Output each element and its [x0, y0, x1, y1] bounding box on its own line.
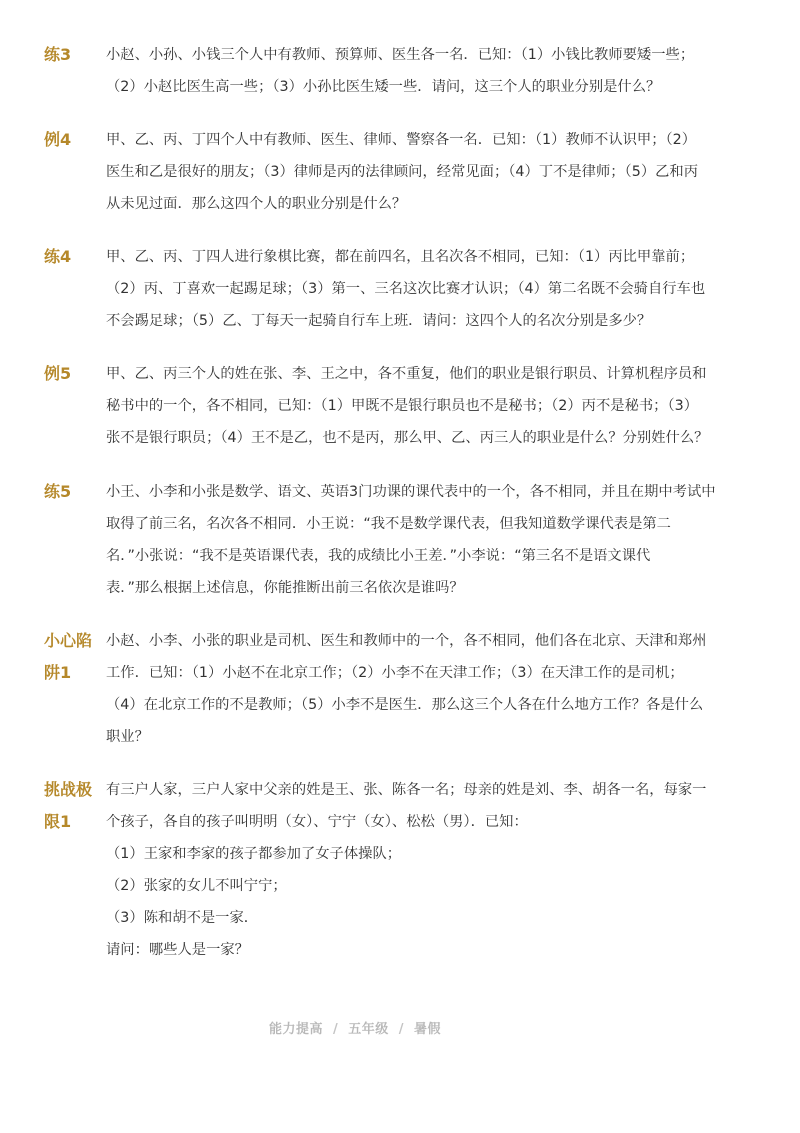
text-line: （2）小赵比医生高一些；（3）小孙比医生矮一些．请问，这三个人的职业分别是什么？ — [106, 79, 661, 95]
footer-separator: / — [398, 1022, 404, 1037]
problem-text — [106, 476, 716, 604]
text-line: （4）在北京工作的不是教师；（5）小李不是医生．那么这三个人各在什么地方工作？各是什么 — [106, 697, 704, 713]
problem-text — [106, 241, 716, 337]
text-line: 小赵、小孙、小钱三个人中有教师、预算师、医生各一名．已知：（1）小钱比教师要矮一些； — [106, 47, 695, 63]
text-line: 请问：哪些人是一家？ — [106, 942, 249, 958]
problem-text — [106, 39, 716, 103]
footer-grade: 五年级 — [348, 1022, 389, 1037]
problem-label: 练4 — [44, 247, 72, 266]
footer-course: 能力提高 — [268, 1022, 323, 1037]
page-footer — [0, 1018, 710, 1037]
problem-label: 挑战极限1 — [44, 780, 93, 831]
footer-separator: / — [332, 1022, 339, 1037]
problem-label: 例5 — [44, 364, 72, 383]
problem-text — [106, 124, 716, 220]
text-line: （2）张家的女儿不叫宁宁； — [106, 878, 287, 894]
problem-label: 小心陷阱1 — [44, 631, 93, 682]
text-line: 医生和乙是很好的朋友；（3）律师是丙的法律顾问，经常见面；（4）丁不是律师；（5）乙和丙 — [106, 164, 699, 180]
text-line: （3）陈和胡不是一家． — [106, 910, 259, 926]
text-line: 秘书中的一个，各不相同，已知：（1）甲既不是银行职员也不是秘书；（2）丙不是秘书；（3） — [106, 398, 699, 414]
text-line: 甲、乙、丙三个人的姓在张、李、王之中，各不重复，他们的职业是银行职员、计算机程序员和 — [106, 366, 707, 382]
text-line: 甲、乙、丙、丁四人进行象棋比赛，都在前四名，且名次各不相同，已知：（1）丙比甲靠前； — [106, 249, 695, 265]
text-line: 工作．已知：（1）小赵不在北京工作；（2）小李不在天津工作；（3）在天津工作的是司机； — [106, 665, 684, 681]
text-line: 从未见过面．那么这四个人的职业分别是什么？ — [106, 196, 407, 212]
problem-label: 练3 — [44, 45, 72, 64]
text-line: 个孩子，各自的孩子叫明明（女）、宁宁（女）、松松（男）．已知： — [106, 814, 528, 830]
text-line: 取得了前三名，名次各不相同．小王说：“我不是数学课代表，但我知道数学课代表是第二 — [106, 516, 671, 532]
text-line: 有三户人家，三户人家中父亲的姓是王、张、陈各一名；母亲的姓是刘、李、胡各一名，每家一 — [106, 782, 707, 798]
text-line: 张不是银行职员；（4）王不是乙，也不是丙，那么甲、乙、丙三人的职业是什么？分别姓什么？ — [106, 430, 709, 446]
problem-label: 例4 — [44, 130, 72, 149]
text-line: 名．”小张说：“我不是英语课代表，我的成绩比小王差．”小李说：“第三名不是语文课代 — [106, 548, 651, 564]
text-line: 小赵、小李、小张的职业是司机、医生和教师中的一个，各不相同，他们各在北京、天津和郑州 — [106, 633, 707, 649]
text-line: 职业？ — [106, 729, 149, 745]
problem-text — [106, 625, 716, 753]
footer-term: 暑假 — [414, 1022, 442, 1037]
problem-label: 练5 — [44, 482, 72, 501]
problem-text — [106, 774, 716, 966]
text-line: 甲、乙、丙、丁四个人中有教师、医生、律师、警察各一名．已知：（1）教师不认识甲；（2） — [106, 132, 697, 148]
text-line: （2）丙、丁喜欢一起踢足球；（3）第一、三名这次比赛才认识；（4）第二名既不会骑自行车也 — [106, 281, 706, 297]
problem-text — [106, 358, 716, 454]
text-line: 小王、小李和小张是数学、语文、英语3门功课的课代表中的一个，各不相同，并且在期中考试中 — [106, 484, 716, 500]
text-line: （1）王家和李家的孩子都参加了女子体操队； — [106, 846, 402, 862]
text-line: 不会踢足球；（5）乙、丁每天一起骑自行车上班．请问：这四个人的名次分别是多少？ — [106, 313, 652, 329]
text-line: 表．”那么根据上述信息，你能推断出前三名依次是谁吗？ — [106, 580, 464, 596]
